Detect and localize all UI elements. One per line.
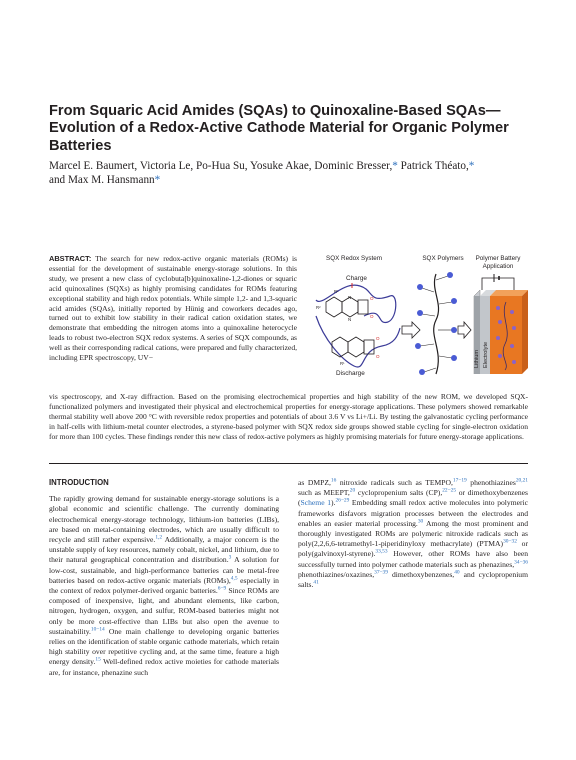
toc-label-charge: Charge xyxy=(346,275,367,282)
citation-link[interactable]: 22−25 xyxy=(442,487,457,494)
sqx-molecule-oxidized xyxy=(332,336,380,366)
intro-text: Additionally, a major concern is the unstable supply of key resources, namely cobalt, nickel, and lithium, due to their natural geographical concentration and distribution. xyxy=(49,535,279,565)
citation-link[interactable]: 1,2 xyxy=(155,534,163,541)
citation-link[interactable]: 17−19 xyxy=(452,477,467,484)
battery-cell-graphic xyxy=(474,274,528,374)
polymer-chain-graphic xyxy=(415,272,457,375)
citation-link[interactable]: 16 xyxy=(330,477,337,484)
intro-text: or poly(galvinoxyl-styrene). xyxy=(298,539,529,559)
intro-text: and cyclopropenium salts. xyxy=(298,569,529,590)
toc-graphic-svg xyxy=(302,250,530,392)
r1-label-2: R¹ xyxy=(340,361,345,366)
intro-text: Among the most prominent and thoroughly investigated ROMs are polymeric nitroxide radicals such as poly(2,2,6,6-tetramethyl-1-piperidinyloxy methacrylate) (PTMA) xyxy=(298,518,528,549)
intro-text: dimethoxybenzenes, xyxy=(387,569,455,579)
intro-text: However, other ROMs have also been successfully turned into polymer cathode materials such as phenazines, xyxy=(298,549,528,569)
toc-label-battery-1: Polymer Battery xyxy=(475,255,521,262)
intro-text: phenothiazines xyxy=(466,478,516,487)
citation-link[interactable]: 20,21 xyxy=(515,477,528,484)
citation-link[interactable]: 10−14 xyxy=(90,626,105,633)
intro-text: The rapidly growing demand for sustainable energy-storage solutions is a global economic and scientific challenge. The currently dominating electrochemical energy-storage technology, lithium-ion batteries (LIBs), are based on metal-containing electrodes, which are usually difficult to recycle and still rather expensive. xyxy=(49,494,279,545)
citation-link[interactable]: 30 xyxy=(417,518,424,525)
arrow-to-polymer-icon xyxy=(402,322,420,338)
abstract-text-1: The search for new redox-active organic materials (ROMs) is essential for the development of sustainable energy-storage solutions. In this study, we present a new class of cyclobuta[b]quinoxaline-1,2-diones or squaric acid quinoxalines (SQXs) as highly promising candidates for ROMs featuring exceptional stability and high redox potentials. While simple 1,2- and 1,3-squaric acid amides (SQAs), initially reported by Hünig and coworkers decades ago, turned out to exhibit low stability in their radical cation oxidation states, we demonstrate that embedding the nitrogen atoms into a quinoxaline heterocycle leads to robust two-electron SQX redox systems. A series of SQX compounds, as well as their corresponding radical cations, were prepared and fully characterized, including EPR spectroscopy, UV− xyxy=(49,254,297,363)
intro-text: A solution for low-cost, sustainable, and high-performance batteries can be metal-free batteries based on redox-active organic materials (ROMs), xyxy=(49,555,279,585)
toc-label-redox: SQX Redox System xyxy=(326,255,382,262)
corresponding-author-mark-3[interactable]: * xyxy=(154,174,161,186)
battery-label-lithium: Lithium xyxy=(474,349,480,368)
intro-paragraph-left xyxy=(49,494,279,678)
toc-label-polymers: SQX Polymers xyxy=(422,255,464,262)
citation-link[interactable]: 4,5 xyxy=(230,575,238,582)
o-label-3: O xyxy=(376,336,380,341)
article-title: From Squaric Acid Amides (SQAs) to Quinoxaline-Based SQAs—Evolution of a Redox-Active Cathode Material for Organic Polymer Batteries xyxy=(49,103,509,154)
citation-link[interactable]: 6−9 xyxy=(217,585,227,592)
citation-link[interactable]: 3 xyxy=(228,554,232,561)
citation-link[interactable]: 26−29 xyxy=(335,497,350,504)
corresponding-author-mark-1[interactable]: * xyxy=(392,160,398,172)
intro-text: cyclopropenium salts (CP), xyxy=(355,488,443,498)
n-label-1: N xyxy=(348,295,352,300)
citation-link[interactable]: 15 xyxy=(95,656,101,663)
citation-link[interactable]: 30−32 xyxy=(503,538,517,545)
scheme-link[interactable]: Scheme 1 xyxy=(300,498,332,508)
cv-curve-upper xyxy=(316,285,396,322)
o-label-1: O xyxy=(370,296,374,301)
intro-text: phenothiazines/oxazines, xyxy=(298,569,375,579)
arrow-to-battery-icon xyxy=(458,322,471,338)
body-column-left xyxy=(49,478,279,678)
intro-text: Embedding small redox active molecules into polymeric frameworks disfavors migration processes between the electrodes and enables an easier material processing. xyxy=(298,498,529,528)
o-label-2: O xyxy=(370,314,374,319)
corresponding-author-mark-2[interactable]: * xyxy=(468,160,475,172)
citation-link[interactable]: 37−39 xyxy=(374,569,388,576)
abstract-divider xyxy=(49,463,528,464)
intro-text: such as MEEPT, xyxy=(298,488,350,498)
r1-label: R¹ xyxy=(334,289,339,294)
o-label-4: O xyxy=(376,354,380,359)
citation-link[interactable]: 34−36 xyxy=(514,559,528,566)
author-names-2: Patrick Théato, xyxy=(397,160,469,172)
toc-label-battery-2: Application xyxy=(482,263,514,270)
abstract-label: ABSTRACT: xyxy=(49,254,92,263)
sqx-molecule-neutral xyxy=(316,289,374,322)
citation-link[interactable]: 41 xyxy=(313,579,319,586)
abstract-wrapped xyxy=(49,254,297,363)
intro-text: ). xyxy=(331,498,336,508)
intro-text: especially in the context of redox polymer-derived organic batteries. xyxy=(49,575,279,596)
r2-label: R² xyxy=(316,305,321,310)
toc-label-discharge: Discharge xyxy=(336,370,365,377)
intro-text: as DMPZ, xyxy=(298,478,331,487)
citation-link[interactable]: 20 xyxy=(349,487,356,494)
cv-curve-lower xyxy=(316,316,400,367)
author-names-3: and Max M. Hansmann xyxy=(49,174,155,186)
citation-link[interactable]: 33,53 xyxy=(375,548,388,555)
intro-text: Well-defined redox active moieties for cathode materials are, for instance, phenazine such xyxy=(49,657,280,677)
n-label-2: N xyxy=(348,317,352,322)
abstract-continued: vis spectroscopy, and X-ray diffraction. Based on the promising electrochemical properties and high stability of the new ROM, we developed SQX-functionalized polymers and investigated their physical and electrochemical properties for energy-storage applications. These polymers showed remarkable thermal stability well above 200 °C with reversible redox properties and potentials of about 3.6 V vs Li+/Li. By testing the galvanostatic cycling performance in half-cells with lithium-metal counter electrodes, a styrene-based polymer with SQX redox side groups showed stable cycling for single-electron oxidation for more than 100 cycles. These findings render this new class of redox-active polymers as highly promising materials for future energy-storage applications. xyxy=(49,392,528,441)
intro-text: nitroxide radicals such as TEMPO, xyxy=(336,478,453,487)
section-heading: INTRODUCTION xyxy=(49,478,109,487)
author-list xyxy=(49,159,529,187)
intro-paragraph-right xyxy=(298,478,528,590)
author-names-1: Marcel E. Baumert, Victoria Le, Po-Hua Su, Yosuke Akae, Dominic Bresser, xyxy=(49,160,393,172)
intro-text: or dimethoxybenzenes ( xyxy=(298,488,528,508)
toc-graphic xyxy=(302,250,530,392)
intro-text: One main challenge to developing organic batteries relies on the identification of stable organic cathode materials, which retain high stability over repetitive cycling and, at the same time, feature a high energy density. xyxy=(49,626,279,667)
citation-link[interactable]: 40 xyxy=(454,569,460,576)
battery-label-electrolyte: Electrolyte xyxy=(483,341,489,368)
body-column-right xyxy=(298,478,528,590)
intro-text: Since ROMs are composed of inexpensive, light, and abundant elements, like carbon, nitrogen, hydrogen, oxygen, and sulfur, ROM-based batteries might not only be more cost-effective than LIBs but also open the avenue to sustainability. xyxy=(49,586,280,636)
